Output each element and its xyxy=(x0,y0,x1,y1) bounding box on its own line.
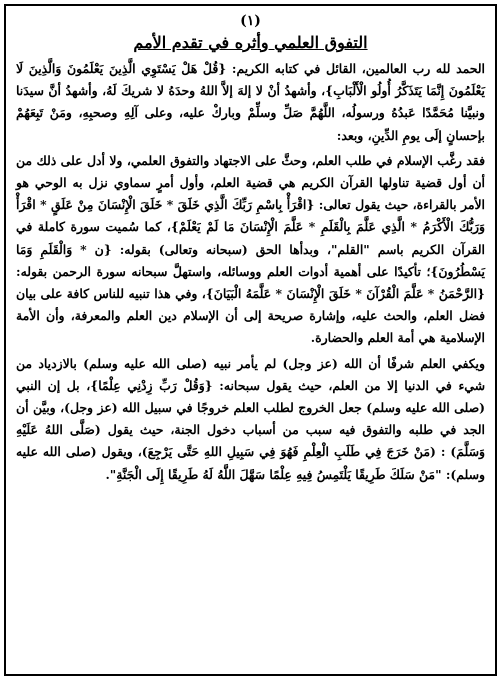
paragraph-intro: الحمد لله رب العالمين، القائل في كتابه الكريم: {قُلْ هَلْ يَسْتَوِي الَّذِينَ يَعْلَمُونَ وَالَّذِينَ لَا يَعْلَمُونَ إِنَّمَا يَتَذَكَّرُ أُولُو الْأَلْبَابِ}، وأشهدُ أنْ لا إلهَ إلاَّ اللهُ وحدَهُ لا شريكَ لَهُ، وأشهدُ أنَّ سيدَنا ونبيَّنا مُحَمَّدًا عَبدُهُ ورسولُه، اللَّهُمَّ صَلِّ وسلِّمْ وباركْ عليه، وعلى آلِهِ وصحبِهِ، ومَنْ تَبِعَهُمْ بإحسانٍ إلَى يومِ الدِّينِ، وبعد: xyxy=(16,61,485,143)
page-title: التفوق العلمي وأثره في تقدم الأمم xyxy=(133,33,368,52)
paragraph-honor-of-knowledge: ويكفي العلم شرفًا أن الله (عز وجل) لم يأمر نبيه (صلى الله عليه وسلم) بالازدياد من شيء في الدنيا إلا من العلم، حيث يقول سبحانه: {وَقُلْ رَبِّ زِدْنِي عِلْمًا}، بل إن النبي (صلى الله عليه وسلم) جعل الخروج لطلب العلم خروجًا في سبيل الله (عز وجل)، وبيَّن أن الجد في طلبه والتفوق فيه سبب من أسباب دخول الجنة، حيث يقول (صَلَّى اللهُ عَلَيْهِ وَسَلَّمَ) : (مَنْ خَرَجَ فِي طَلَبِ الْعِلْمِ فَهُوَ فِي سَبِيلِ اللهِ حَتَّى يَرْجِعَ)، ويقول (صلى الله عليه وسلم): "مَنْ سَلَكَ طَرِيقًا يَلْتَمِسُ فِيهِ عِلْمًا سَهَّلَ اللَّهُ لَهُ طَرِيقًا إِلَى الْجَنَّةِ". xyxy=(16,355,485,482)
paragraph-islam-and-knowledge: فقد رغَّب الإسلام في طلب العلم، وحثَّ على الاجتهاد والتفوق العلمي، ولا أدل على ذلك من أن أول قضية تناولها القرآن الكريم هي قضية العلم، وأول أمرٍ سماوي نزل به الوحي هو الأمر بالقراءة، حيث يقول تعالى: {اقْرَأْ بِاسْمِ رَبِّكَ الَّذِي خَلَقَ * خَلَقَ الْإِنْسَانَ مِنْ عَلَقٍ * اقْرَأْ وَرَبُّكَ الْأَكْرَمُ * الَّذِي عَلَّمَ بِالْقَلَمِ * عَلَّمَ الْإِنْسَانَ مَا لَمْ يَعْلَمْ}، كما سُميت سورة كاملة في القرآن الكريم باسم "القلم"، وبدأها الحق (سبحانه وتعالى) بقوله: {ن * وَالْقَلَمِ وَمَا يَسْطُرُونَ}؛ تأكيدًا على أهمية أدوات العلم ووسائله، واستهلَّ سبحانه سورة الرحمن بقوله: {الرَّحْمَنُ * عَلَّمَ الْقُرْآنَ * خَلَقَ الْإِنْسَانَ * عَلَّمَهُ الْبَيَانَ}، وفي هذا تنبيه للناس كافة على بيان فضل العلم، والحث عليه، وإشارة صريحة إلى أن الإسلام دين العلم والمعرفة، وأن الأمة الإسلامية هي أمة العلم والحضارة. xyxy=(16,152,485,346)
article-body xyxy=(6,58,495,486)
page-number: (١) xyxy=(240,13,261,29)
page-frame xyxy=(4,4,497,676)
